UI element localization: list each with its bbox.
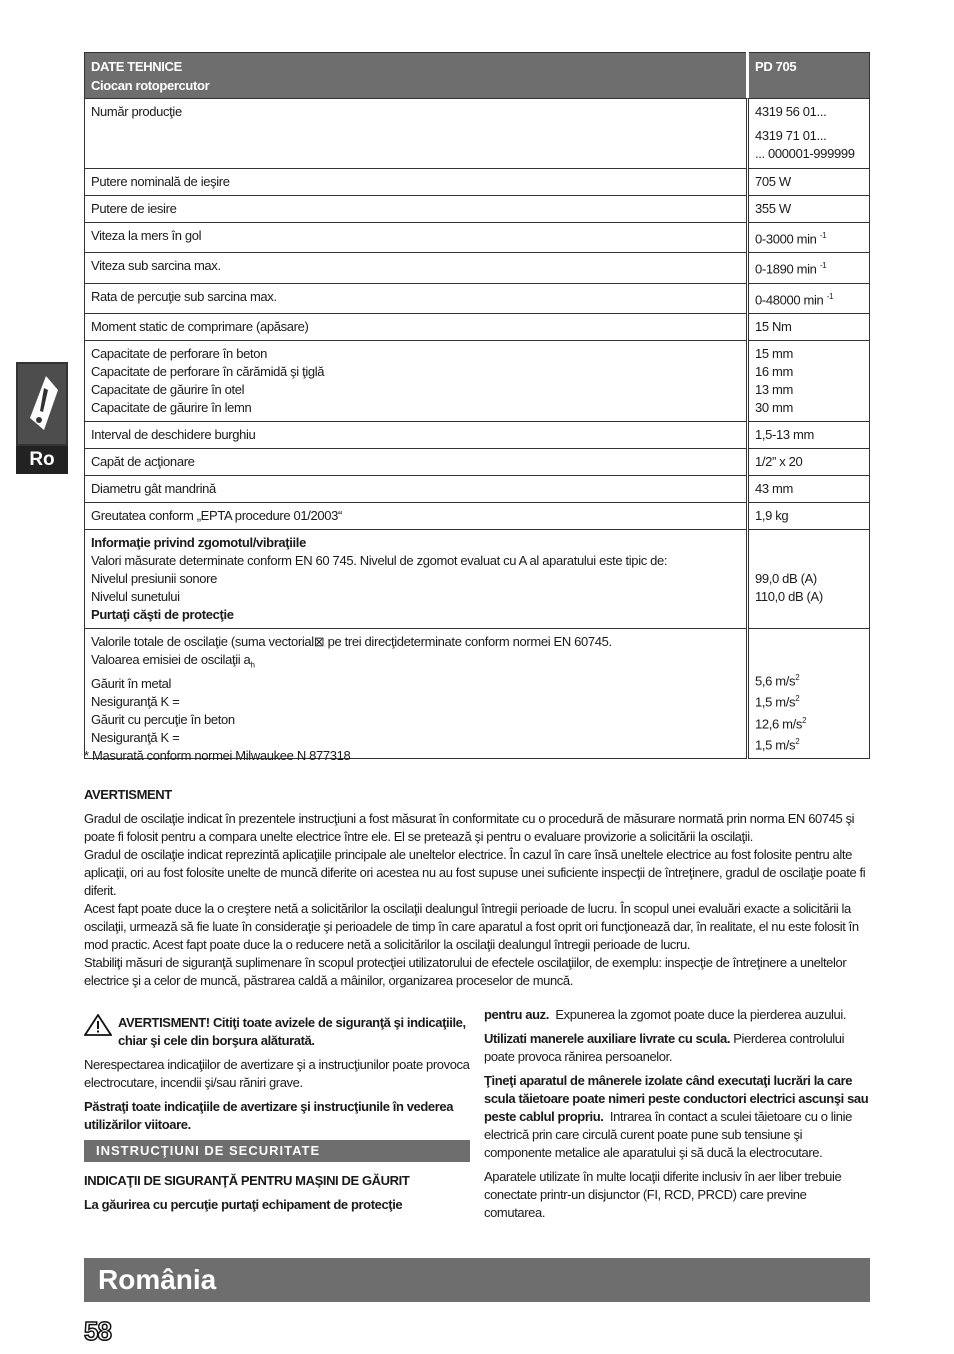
table-header-model: PD 705	[748, 53, 870, 99]
capacity-label: Capacitate de găurire în lemn	[91, 399, 252, 415]
drill-safety-subheading: INDICAŢII DE SIGURANŢĂ PENTRU MAŞINI DE GĂURIT	[84, 1173, 410, 1188]
table-row	[85, 196, 870, 223]
row-value: 15 Nm	[748, 313, 870, 340]
row-value: 1,5-13 mm	[748, 421, 870, 448]
vibration-uncertainty-value	[755, 733, 863, 754]
instruction-text: Pierderea controlului poate provoca rănirea persoanelor.	[484, 1031, 845, 1064]
noise-pressure-value: 99,0 dB (A)	[755, 570, 817, 586]
row-value: 43 mm	[748, 475, 870, 502]
right-column	[484, 1006, 870, 1228]
row-label: Număr producţie	[85, 99, 748, 169]
header-title: DATE TEHNICE	[91, 59, 182, 74]
row-value: 705 W	[748, 169, 870, 196]
row-label: Greutatea conform „EPTA procedure 01/2003“	[85, 502, 748, 529]
row-label: Putere de iesire	[85, 196, 748, 223]
vibration-concrete-value	[755, 712, 863, 733]
language-tab	[16, 362, 68, 474]
production-number-2: 4319 71 01...	[755, 128, 827, 143]
value-exponent: -1	[826, 291, 834, 301]
ear-protection-note: Purtaţi căşti de protecţie	[91, 606, 234, 622]
row-label: Rata de percuţie sub sarcina max.	[85, 283, 748, 313]
row-value	[748, 340, 870, 421]
warning-section	[84, 786, 870, 990]
row-value: 1/2” x 20	[748, 448, 870, 475]
safety-warning-text: Nerespectarea indicaţiilor de avertizare şi a instrucţiunilor poate provoca electrocutare, incendii şi/sau răniri grave.	[84, 1057, 470, 1090]
instruction-paragraph	[484, 1072, 870, 1162]
table-row	[85, 448, 870, 475]
hearing-protection-note: La găurirea cu percuţie purtaţi echipament de protecţie	[84, 1197, 403, 1212]
capacity-label: Capacitate de perforare în beton	[91, 345, 267, 361]
page-number: 58	[84, 1316, 111, 1346]
warning-paragraph: Stabiliţi măsuri de siguranţă suplimenare în scopul protecţiei utilizatorului de efectele oscilaţiilor, de exemplu: inspecţie de întreţinere a uneltelor electrice şi a celor de muncă, păstrarea caldă a mâinilor, organizarea proceselor de muncă.	[84, 955, 847, 988]
noise-power-label: Nivelul sunetului	[91, 588, 180, 604]
safety-warning-title: AVERTISMENT! Citiţi toate avizele de siguranţă şi indicaţiile, chiar şi cele din borşura alăturată.	[118, 1015, 466, 1048]
row-label: Putere nominală de ieşire	[85, 169, 748, 196]
row-value	[748, 223, 870, 253]
warning-paragraph: Gradul de oscilaţie indicat în prezentele instrucţiuni a fost măsurat în conformitate cu o procedură de măsurare normată prin norma EN 60745 şi poate fi folosit pentru a compara unelte electrice între ele. El se pretează şi pentru o evaluare provizorie a solicitării la oscilaţii.	[84, 811, 855, 844]
value-exponent: 2	[795, 672, 800, 682]
warning-paragraph: Acest fapt poate duce la o creştere netă a solicitărilor la oscilaţii dealungul întregii perioade de lucru. În scopul unei evaluări exacte a solicitării la oscilaţii, urmează să fie luate în consideraţie şi perioadele de timp în care aparatul a fost oprit ori funcţionează dar, în realitate, el nu este folosit în mod practic. Acest fapt poate duce la o reducere netă a solicitărilor la oscilaţii dealungul întregii perioade de lucru.	[84, 901, 859, 952]
left-column	[84, 1006, 470, 1220]
instruction-text: Intrarea în contact a sculei tăietoare cu o linie electrică prin care circulă curent poate pune sub tensiune şi componente metalice ale aparatului şi să ducă la electrocutare.	[484, 1109, 852, 1160]
language-code: Ro	[16, 446, 68, 474]
value-text: 0-3000 min	[755, 231, 817, 247]
value-text: 0-1890 min	[755, 261, 817, 277]
table-row	[85, 169, 870, 196]
noise-power-value: 110,0 dB (A)	[755, 588, 823, 604]
safety-warning-heading	[84, 1014, 470, 1056]
capacity-label: Capacitate de perforare în cărămidă şi ţiglă	[91, 363, 325, 379]
instruction-text: Expunerea la zgomot poate duce la pierderea auzului.	[555, 1007, 847, 1022]
row-value	[748, 253, 870, 283]
vibration-info	[85, 628, 748, 758]
technical-data-table	[84, 52, 870, 759]
instruction-bold: Ţineţi aparatul de mânerele izolate când executaţi lucrări la care scula tăietoare poate nimeri peste conductori electrici ascunşi sau peste cablul propriu.	[484, 1073, 869, 1124]
production-number-1: 4319 56 01...	[755, 104, 827, 119]
warning-triangle-icon	[84, 1014, 112, 1036]
vibration-uncertainty-value	[755, 690, 863, 711]
value-exponent: -1	[819, 261, 827, 271]
table-row	[85, 502, 870, 529]
value-text: 12,6 m/s	[755, 715, 803, 731]
vibration-emission	[91, 651, 740, 675]
table-row	[85, 99, 870, 169]
noise-description: Valori măsurate determinate conform EN 60 745. Nivelul de zgomot evaluat cu A al aparatului este tipic de:	[91, 552, 668, 568]
value-text: 1,5 m/s	[755, 694, 796, 710]
value-exponent: 2	[795, 736, 800, 746]
row-label: Diametru gât mandrină	[85, 475, 748, 502]
table-row	[85, 283, 870, 313]
footnote: * Masurată conform normei Milwaukee N 877318	[84, 748, 351, 763]
row-value	[748, 283, 870, 313]
vibration-emission-text: Valoarea emisiei de oscilaţii a	[91, 651, 251, 667]
table-header-row	[85, 53, 870, 99]
warning-paragraph: Gradul de oscilaţie indicat reprezintă aplicaţiile principale ale uneltelor electrice. În cazul în care însă uneltele electrice au fost folosite pentru alte aplicaţii, ori au fost folosite unelte de muncă diferite ori acestea nu au fost supuse unei suficiente inspecţii de întreţinere, gradul de oscilaţie poate fi diferit.	[84, 847, 866, 898]
vibration-values	[748, 628, 870, 758]
table-row-noise	[85, 529, 870, 628]
noise-info	[85, 529, 748, 628]
vibration-description: Valorile totale de oscilaţie (suma vectorial⊠ pe trei direcţideterminate conform normei EN 60745.	[91, 633, 612, 649]
capacity-value: 15 mm	[755, 345, 793, 361]
noise-values	[748, 529, 870, 628]
production-number-range: ... 000001-999999	[755, 146, 855, 161]
table-row	[85, 313, 870, 340]
instruction-bold: pentru auz.	[484, 1007, 549, 1022]
value-exponent: -1	[819, 231, 827, 240]
capacity-label: Capacitate de găurire în otel	[91, 381, 245, 397]
value-text: 5,6 m/s	[755, 673, 796, 689]
row-label: Viteza sub sarcina max.	[85, 253, 748, 283]
table-row	[85, 253, 870, 283]
table-header-title	[85, 53, 748, 99]
vibration-metal-value	[755, 669, 863, 690]
noise-pressure-label: Nivelul presiunii sonore	[91, 570, 217, 586]
row-label: Moment static de comprimare (apăsare)	[85, 313, 748, 340]
table-row	[85, 340, 870, 421]
capacity-value: 30 mm	[755, 399, 793, 415]
vibration-concrete-label: Găurit cu percuţie în beton	[91, 711, 235, 727]
language-banner: România	[84, 1258, 870, 1302]
header-subtitle: Ciocan rotopercutor	[91, 78, 210, 93]
row-label: Capăt de acţionare	[85, 448, 748, 475]
vibration-uncertainty-label: Nesiguranţă K =	[91, 729, 180, 745]
instruction-paragraph: Aparatele utilizate în multe locaţii diferite inclusiv în aer liber trebuie conectate printr-un disjunctor (FI, RCD, PRCD) care previne comutarea.	[484, 1169, 842, 1220]
capacity-value: 16 mm	[755, 363, 793, 379]
section-heading-safety: INSTRUCŢIUNI DE SECURITATE	[84, 1140, 470, 1162]
vibration-metal-label: Găurit în metal	[91, 675, 172, 691]
row-value: 355 W	[748, 196, 870, 223]
warning-icon	[16, 362, 68, 446]
row-label: Interval de deschidere burghiu	[85, 421, 748, 448]
table-row	[85, 223, 870, 253]
value-exponent: 2	[802, 715, 807, 725]
value-exponent: 2	[795, 694, 800, 704]
capacity-value: 13 mm	[755, 381, 793, 397]
keep-instructions-note: Păstraţi toate indicaţiile de avertizare şi instrucţiunile în vederea utilizărilor viitoare.	[84, 1099, 454, 1132]
value-text: 1,5 m/s	[755, 737, 796, 753]
row-label: Viteza la mers în gol	[85, 223, 748, 253]
noise-title: Informaţie privind zgomotul/vibraţiile	[91, 534, 306, 550]
table-row	[85, 475, 870, 502]
value-text: 0-48000 min	[755, 291, 824, 307]
instruction-paragraph	[484, 1030, 870, 1066]
vibration-uncertainty-label: Nesiguranţă K =	[91, 693, 180, 709]
row-value	[748, 99, 870, 169]
instruction-paragraph	[484, 1006, 870, 1024]
instruction-bold: Utilizati manerele auxiliare livrate cu scula.	[484, 1031, 731, 1046]
vibration-emission-subscript: h	[250, 660, 255, 670]
table-row	[85, 421, 870, 448]
table-row-vibration	[85, 628, 870, 758]
row-label	[85, 340, 748, 421]
row-value: 1,9 kg	[748, 502, 870, 529]
warning-title: AVERTISMENT	[84, 787, 172, 802]
